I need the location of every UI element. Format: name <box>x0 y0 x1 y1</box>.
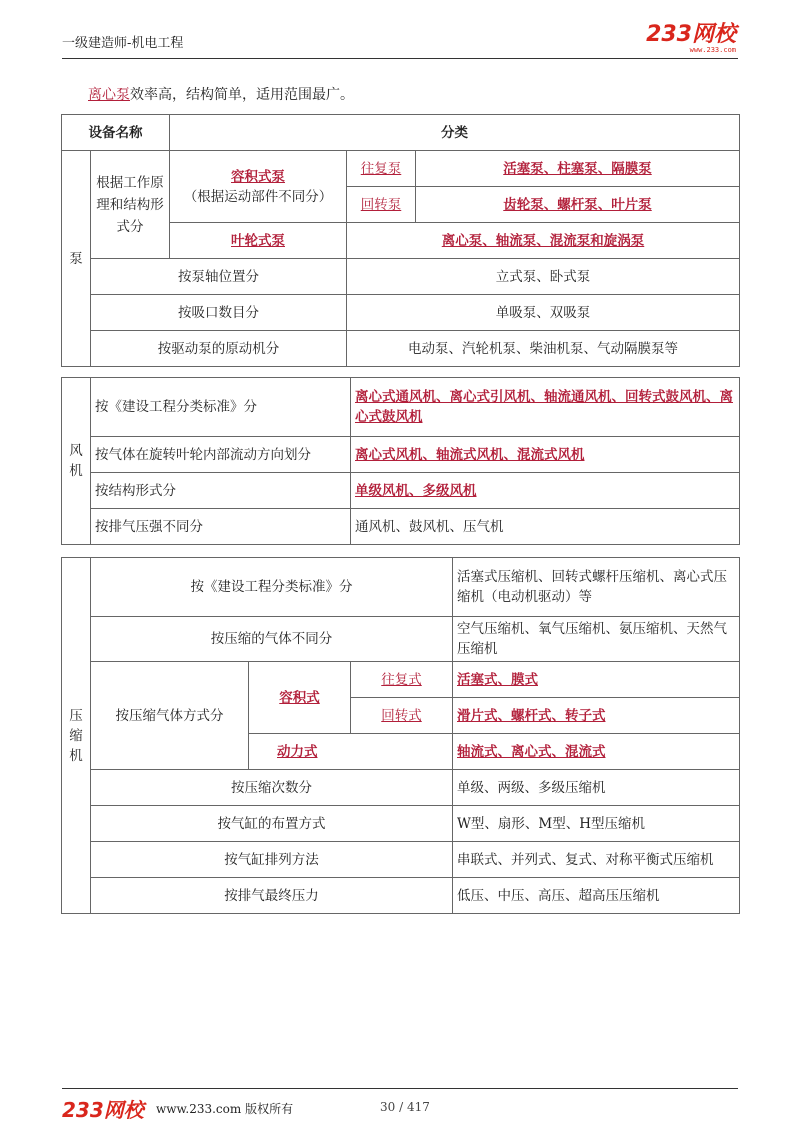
pump-positive-label: 容积式泵 <box>231 168 285 185</box>
compressor-group-label: 压缩机 <box>62 558 91 914</box>
pump-reciprocating: 往复泵 <box>347 151 416 187</box>
compressor-cylinder-layout-types: W型、扇形、M型、H型压缩机 <box>453 806 740 842</box>
page-number: 30 / 417 <box>380 1100 430 1114</box>
pump-drive-label: 按驱动泵的原动机分 <box>91 331 347 367</box>
brand-logo-url: www.233.com <box>689 46 736 54</box>
intro-highlight: 离心泵 <box>88 87 130 103</box>
compressor-method-label: 按压缩气体方式分 <box>91 662 249 770</box>
fan-pressure-label: 按排气压强不同分 <box>91 509 351 545</box>
compressor-final-pressure-types: 低压、中压、高压、超高压压缩机 <box>453 878 740 914</box>
fan-flow-label: 按气体在旋转叶轮内部流动方向划分 <box>91 437 351 473</box>
compressor-rotary: 回转式 <box>351 698 453 734</box>
compressor-classification-table <box>61 557 740 914</box>
pump-principle-label: 根据工作原理和结构形式分 <box>91 151 170 259</box>
intro-text: 效率高，结构简单，适用范围最广。 <box>130 87 354 103</box>
compressor-cylinder-arrangement-types: 串联式、并列式、复式、对称平衡式压缩机 <box>453 842 740 878</box>
footer-copyright: www.233.com 版权所有 <box>156 1102 294 1116</box>
compressor-reciprocating-types: 活塞式、膜式 <box>453 662 740 698</box>
pump-reciprocating-types: 活塞泵、柱塞泵、隔膜泵 <box>416 151 740 187</box>
pump-positive-note: （根据运动部件不同分） <box>183 188 333 205</box>
compressor-cylinder-layout-label: 按气缸的布置方式 <box>91 806 453 842</box>
compressor-std-types: 活塞式压缩机、回转式螺杆压缩机、离心式压缩机（电动机驱动）等 <box>453 558 740 617</box>
fan-flow-types: 离心式风机、轴流式风机、混流式风机 <box>351 437 740 473</box>
fan-std-types: 离心式通风机、离心式引风机、轴流通风机、回转式鼓风机、离心式鼓风机 <box>351 378 740 437</box>
fan-structure-types: 单级风机、多级风机 <box>351 473 740 509</box>
footer-logo[interactable]: 233网校 <box>62 1098 144 1122</box>
pump-axis-types: 立式泵、卧式泵 <box>347 259 740 295</box>
header-divider <box>62 58 738 59</box>
compressor-final-pressure-label: 按排气最终压力 <box>91 878 453 914</box>
footer-divider <box>62 1088 738 1089</box>
compressor-stages-label: 按压缩次数分 <box>91 770 453 806</box>
pump-suction-types: 单吸泵、双吸泵 <box>347 295 740 331</box>
compressor-rotary-types: 滑片式、螺杆式、转子式 <box>453 698 740 734</box>
pump-vane-types: 离心泵、轴流泵、混流泵和旋涡泵 <box>347 223 740 259</box>
header-equipment-name: 设备名称 <box>62 115 170 151</box>
fan-pressure-types: 通风机、鼓风机、压气机 <box>351 509 740 545</box>
header-classification: 分类 <box>170 115 740 151</box>
compressor-reciprocating: 往复式 <box>351 662 453 698</box>
brand-logo[interactable] <box>646 24 736 54</box>
compressor-dynamic-types: 轴流式、离心式、混流式 <box>453 734 740 770</box>
pump-drive-types: 电动泵、汽轮机泵、柴油机泵、气动隔膜泵等 <box>347 331 740 367</box>
compressor-stages-types: 单级、两级、多级压缩机 <box>453 770 740 806</box>
compressor-cylinder-arrangement-label: 按气缸排列方法 <box>91 842 453 878</box>
compressor-dynamic: 动力式 <box>249 734 453 770</box>
pump-classification-table <box>61 114 740 367</box>
compressor-positive: 容积式 <box>249 662 351 734</box>
compressor-std-label: 按《建设工程分类标准》分 <box>91 558 453 617</box>
pump-suction-label: 按吸口数目分 <box>91 295 347 331</box>
pump-group-label: 泵 <box>62 151 91 367</box>
pump-rotary: 回转泵 <box>347 187 416 223</box>
pump-rotary-types: 齿轮泵、螺杆泵、叶片泵 <box>416 187 740 223</box>
fan-structure-label: 按结构形式分 <box>91 473 351 509</box>
compressor-gas-types: 空气压缩机、氧气压缩机、氨压缩机、天然气压缩机 <box>453 617 740 662</box>
fan-std-label: 按《建设工程分类标准》分 <box>91 378 351 437</box>
pump-vane: 叶轮式泵 <box>170 223 347 259</box>
compressor-gas-label: 按压缩的气体不同分 <box>91 617 453 662</box>
fan-classification-table <box>61 377 740 545</box>
intro-paragraph <box>88 84 354 104</box>
document-header-title: 一级建造师-机电工程 <box>62 36 184 51</box>
pump-axis-label: 按泵轴位置分 <box>91 259 347 295</box>
brand-logo-text: 233网校 <box>646 22 736 47</box>
fan-group-label: 风机 <box>62 378 91 545</box>
pump-positive-displacement <box>170 151 347 223</box>
